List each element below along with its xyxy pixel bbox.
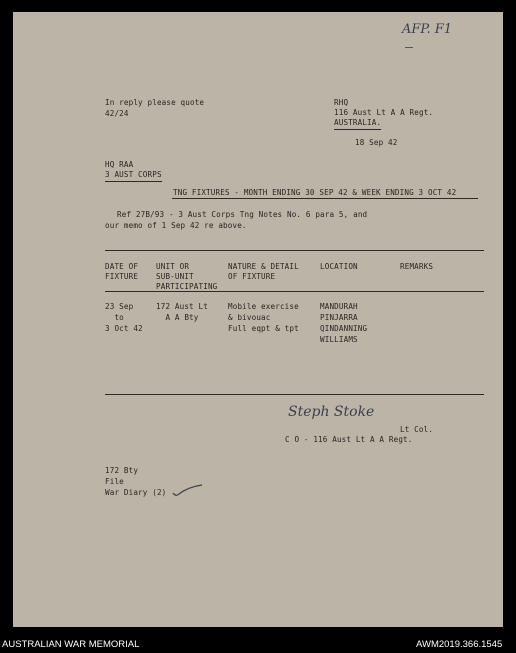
header-of-fixture: OF FIXTURE xyxy=(228,272,276,281)
sender-line1: RHQ xyxy=(334,98,349,107)
header-participating: PARTICIPATING xyxy=(156,282,218,291)
reply-quote-line1: In reply please quote xyxy=(105,98,205,107)
footer-accession-number: AWM2019.366.1545 xyxy=(416,639,503,650)
table-header-rule xyxy=(105,291,484,292)
table-bottom-rule xyxy=(105,394,484,395)
row-date-line3: 3 Oct 42 xyxy=(105,324,143,333)
header-unit-or: UNIT OR xyxy=(156,262,190,271)
row-location-line3: QINDANNING xyxy=(320,324,368,333)
header-date-of: DATE OF xyxy=(105,262,139,271)
row-nature-line1: Mobile exercise xyxy=(228,302,299,311)
letter-date: 18 Sep 42 xyxy=(355,138,398,147)
tick-mark-icon xyxy=(172,484,204,498)
subject-underline xyxy=(172,198,478,199)
signatory-rank: Lt Col. xyxy=(400,425,434,434)
reply-quote-ref: 42/24 xyxy=(105,109,129,118)
row-date-line1: 23 Sep xyxy=(105,302,134,311)
row-date-line2: to xyxy=(105,313,124,322)
distribution-line3: War Diary (2) xyxy=(105,488,167,497)
row-location-line1: MANDURAH xyxy=(320,302,358,311)
distribution-line2: File xyxy=(105,477,124,486)
distribution-line1: 172 Bty xyxy=(105,466,139,475)
row-location-line2: PINJARRA xyxy=(320,313,358,322)
sender-country: AUSTRALIA. xyxy=(334,118,381,130)
signatory-title: C O - 116 Aust Lt A A Regt. xyxy=(285,435,413,444)
row-unit-line2: A A Bty xyxy=(156,313,199,322)
footer-institution: AUSTRALIAN WAR MEMORIAL xyxy=(2,639,140,650)
table-top-rule xyxy=(105,250,484,251)
body-line2: our memo of 1 Sep 42 re above. xyxy=(105,221,247,230)
annotation-underline xyxy=(405,47,413,48)
recipient-line2: 3 AUST CORPS xyxy=(105,170,162,182)
header-sub-unit: SUB-UNIT xyxy=(156,272,194,281)
subject-line: TNG FIXTURES - MONTH ENDING 30 SEP 42 & WEEK ENDING 3 OCT 42 xyxy=(173,188,457,197)
body-line1: Ref 27B/93 - 3 Aust Corps Tng Notes No. 6 para 5, and xyxy=(117,210,368,219)
header-nature-detail: NATURE & DETAIL xyxy=(228,262,299,271)
row-location-line4: WILLIAMS xyxy=(320,335,358,344)
row-nature-line2: & bivouac xyxy=(228,313,271,322)
sender-unit: 116 Aust Lt A A Regt. xyxy=(334,108,434,117)
row-nature-line3: Full eqpt & tpt xyxy=(228,324,299,333)
handwritten-annotation: AFP. F1 xyxy=(402,22,453,37)
handwritten-signature: Steph Stoke xyxy=(288,404,375,420)
header-remarks: REMARKS xyxy=(400,262,434,271)
row-unit-line1: 172 Aust Lt xyxy=(156,302,208,311)
header-location: LOCATION xyxy=(320,262,358,271)
header-fixture: FIXTURE xyxy=(105,272,139,281)
recipient-line1: HQ RAA xyxy=(105,160,134,169)
